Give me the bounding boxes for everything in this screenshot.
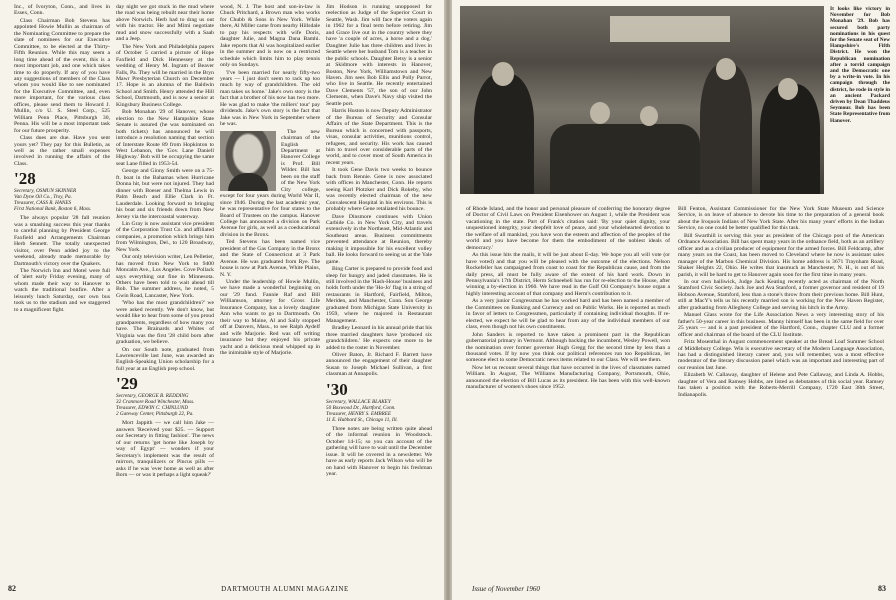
paragraph: of Rhode Island, and the honor and personal pleasure of conferring the honorary degree of Doctor of Civil Laws on President Eisenhower on August 1, while the President was vacationing in the state. Part of Frank's citation said: 'By your quiet dignity, your unquestioned integrity, your deepfelt love of peace, and your wholehearted devotion to the welfare of all mankind, you have won the esteem and affection of the peoples of the world and you have become for them the embodiment of the noblest ideals of democracy.' <box>466 206 670 251</box>
class-heading-29 <box>116 376 214 417</box>
magazine-title: DARTMOUTH ALUMNI MAGAZINE <box>221 585 349 593</box>
paragraph: Jim Hodson is running unopposed for reelection as Judge of the Superior Court in Seattle, Wash. Jim will face the voters again in 1962 for a final term before retiring. Jim and Grace live out in the country where they have 'a couple of acres, a horse and a dog.' Daughter Julie has three children and lives in Seattle where her husband Tom is a teacher in the public schools. Daughter Betsy is a senior at Skidmore with interests in Hanover, Boston, New York, Williamstown and New Haven. Jim sees Bob Ellis and Polly Parrot, who live in Seattle. He recently entertained Dave Clements '57, the son of our John Clements, when Dave's Navy ship visited the Seattle port. <box>326 4 432 107</box>
paragraph: Fritz Mosenthal in August commencement speaker at the Bread Loaf Summer School of Middlebury College. Win is executive secretary of the Modern Language Association, has had a distinguished literary career and, you will remember, was a most effective moderator of the literary discussion panel which was an important and interesting part of our reunion last June. <box>678 339 884 371</box>
paragraph: John Sanders is reported to have taken a prominent part in the Republican gubernatorial primary in Vermont. Although backing the incumbent, Wesley Powell, won the nomination over former governor Hugh Gregg for the second time by less than a thousand votes. If by now you think our political references run too Republican, let someone elect to some Democratic news items related to our Class. We will see them. <box>466 331 670 364</box>
paragraph: The Norwich Inn and Motel were full of 'alert early Friday evening, many of whom made their way to Hanover to watch the traditional bonfire. After a leisurely lunch Saturday, our own bus took us to the stadium and we staggered to a magnificent fight. <box>14 267 110 313</box>
paragraph: Oliver Baton, Jr. Richard F. Barrett have announced the engagement of their daughter Susan to Joseph Michael Sullivan, a first classman at Annapolis. <box>326 352 432 378</box>
secretary-address: 50 Boxwood Dr., Hartford, Conn. <box>326 404 396 411</box>
paragraph: Lin Gray is now assistant vice president of the Corporation Trust Co. and affiliated companies, a promotion which brings him from Wilmington, Del., to 120 Broadway, New York. <box>116 220 214 253</box>
paragraph: 'I've been married for nearly fifty-two years — I just don't seem to rack up too much by way of grandchildren. The old man takes us home.' Jake's own story is the fact that a brother of his now has two more. He was glad to make 'the millers' tour' pay dividends. Jake's own story is the fact that Jake was in New York in September where he was. <box>220 69 320 128</box>
paragraph: Harris Huston is now Deputy Administrator of the Bureau of Security and Consular Affairs of the State Department. This is the Bureau which is concerned with passports, visas, consular activities, munitions control, refugees, and security. His work has caused him to travel over considerable parts of the world, and to cover most of South America in recent years. <box>326 108 432 166</box>
photo-car-parade <box>460 6 824 194</box>
left-column-2 <box>116 4 214 479</box>
class-year: '28 <box>14 169 36 189</box>
paragraph: Class Chairman Bob Stevens has appointed Howie Mullin as chairman of the Nominating Committee to prepare the slate of nominees for our Executive Committee, to be elected at the Thirty-Fifth Reunion. While this may seem a long time ahead of the event, this is a most important job, and one which takes time to do properly. If any of you have any suggestions of members of the Class whom you would like to see nominated for the Executive Committee, and, even more important, for the various class offices, please send them to Howard J. Mullin, c/o U. S. Steel Corp., 525 William Penn Place, Pittsburgh 30, Penna. His will be a most important task for our future prosperity. <box>14 17 110 134</box>
paragraph: Under the leadership of Howie Mullin, we have made a wonderful beginning on our '29 fund. Fannie Raf and Bill Williamson, attorney for Gross Life Insurance Company, has a lovely daughter Ann who wants to go to Dartmouth. On their way to Maine, Al and Sally stopped off at Danvers, Mass., to see Ralph Aydelf and wife Marjorie. Red was off writing insurance but they enjoyed his private yacht and a delicious meal whipped up in the inimitable style of Marjorie. <box>220 279 320 357</box>
paragraph: On our South note, graduated from Lawrenceville last June, was awarded an English-Speaking Union scholarship for a full year at an English prep school. <box>116 346 214 372</box>
portrait-photo <box>220 131 276 191</box>
gutter <box>444 0 452 600</box>
paragraph: Bradley Leonard in his annual pride that his three married daughters have 'produced six grandchildren.' He expects one more to be added to the roster in November. <box>326 325 432 351</box>
paragraph: Bing Carter is prepared to provide food and sleep for hungry and jaded classmates. He is still involved in the 'Hash-House' business and holds forth under the 'Ho-Jo' flag in a string of restaurants in Hartford, Fairfield, Milton, Meriden, and Manchester, Conn. Son George graduated from Michigan State University in 1959, where he majored in Restaurant Management. <box>326 266 432 324</box>
left-column-1 <box>14 4 110 314</box>
class-heading-28 <box>14 171 110 212</box>
paragraph: The New York and Philadelphia papers of October 5 carried a picture of Hope Faxfield and Dick Hennessey at the wedding of Henry M. Ingram of Beaver Falls, Pa. They will be married in the Bryn Mawr Presbyterian Church on December 17. Hope is an alumna of the Baldwin School and Smith. Henry attended the Hill School, Dartmouth, and is now a senior at Kingsbury Business College. <box>116 43 214 108</box>
class-year: '29 <box>116 374 138 394</box>
page-number-left: 82 <box>8 584 16 593</box>
treasurer-line: Treasurer, HENRY S. EMBREE <box>326 410 392 417</box>
paragraph: Now let us recount several things that have occurred in the lives of classmates named William. In August, The Williams Manufacturing Company, Portsmouth, Ohio, announced the election of Bill Lucas as its president. He has been with this well-known manufacturer of women's shoes since 1952. <box>466 364 670 391</box>
secretary-line: Secretary, OSMUN SKINNER <box>14 188 77 195</box>
paragraph: Our only television writer, Len Pelletier, has moved from New York to 9400 Moncalm Ave., Los Angeles. Cove Pollack says everything out fine in Minnesota. Others have been told to wait ahead till Bob. The summer address, he noted, 5 Gwin Road, Lancaster, New York. <box>116 254 214 299</box>
left-column-3 <box>220 4 320 357</box>
photo-caption: It looks like victory in November for Bob Monahan '29. Bob has secured both party nominations in his quest for the Senate seat of New Hampshire's Fifth District. He won the Republican nomination after a torrid campaign and the Democratic one by a write-in vote. In his campaign through the district, he rode in style in an ancient Packard driven by Dean Thaddeus Seymour. Bob has been State Representative from Hanover. <box>830 6 890 124</box>
photo-car <box>550 124 700 194</box>
treasurer-address: 11 E. Hubbard St., Chicago 11, Ill. <box>326 416 398 423</box>
right-column-2 <box>678 206 884 399</box>
treasurer-line: Treasurer, CASS R. HANES <box>14 200 72 207</box>
paragraph: Mort Jappith — we call him Jake — answers 'Received your $25. — Support our Secretary in fitting fashion'. The news of our returns 'get home like Joseph by way of Egypt' — wonders if your Secretary's implement was the result of mirrors, tranquilizers or Pincus pills — asks if he was 'ever home as well as after Born — or was it perhaps a light squeak?' <box>116 420 214 478</box>
paragraph: Bob Monahan '29 of Hanover, whose election to the New Hampshire State Senate is assured (he was nominated on both tickets) has announced he will introduce a resolution naming that section of Interstate Route 89 from Hopkinton to West Lebanon, the 'Gov. Lane Daniell Highway.' Bob will be occupying the same seat Lane filled in 1953-54. <box>116 109 214 167</box>
paragraph: Ted Stevens has been named vice president of the Gas Company in the Bronx and the State of Connecticut at 3 Park Avenue. He was graduated from Rye. The house is now at Park Avenue, White Plains, N. Y. <box>220 239 320 278</box>
paragraph: Three notes are being written quite ahead of the informal reunion in Woodstock. October 14-15; so you can account of the gathering will have to wait until the December issue. It will be covered in a newsletter. We have as early reports Jack Wilson who will be on hand with Hanover to begin his freshman year. <box>326 425 432 477</box>
paragraph: As this issue hits the mails, it will be just about E-day. We hope you all will vote (or have voted) and that you will be pleased with the outcome of the elections. Nelson Rockefeller has campaigned from coast to coast for the Republican cause, and from the daily press, all must be fully aware of the extent of his hard work. Down in Pennsylvania's 17th District, Herm Schneebeli has run for re-election to the House, after winning a by-election in 1960. We have read in the Gulf Oil Company's house organ a highly interesting account of that company and Herm's contribution to it. <box>466 252 670 297</box>
paragraph: Bill Fenton, Assistant Commissioner for the New York State Museum and Science Service, is on leave of absence to devote his time to the preparation of a general book about the Iroquois Indians of New York State. After his many years' efforts in the Indian Service, no one could be better qualified for this task. <box>678 206 884 232</box>
paragraph: The new chairman of the English Department at Hanover College is Prof. Bill Wilder. Bill has been on the staff of the New York City college, except for four years during World War II, since 1946. During the last academic year, he was representative for four states to the Board of Trustees on the campus. Hanover College has announced a division on Park Avenue for girls, as well as a coeducational division in the Bronx. <box>220 128 320 238</box>
paragraph: Inc., of Ivoryton, Conn., and lives in Essex, Conn. <box>14 4 110 17</box>
secretary-line: Secretary, WALLACE BLAKEY <box>326 398 391 405</box>
photo-banner <box>610 16 730 42</box>
secretary-address: Van Dyne Oil Co., Troy, Pa. <box>14 194 72 201</box>
running-footer-left <box>120 584 444 593</box>
paragraph: 'Who has the most grandchildren?' we were asked recently. We don't know, but would like to hear from some of you proud grandparents, regardless of how many you have. The Brainards and Whites of Virginia was the first '28 child born after graduation, we believe. <box>116 300 214 346</box>
treasurer-line: Treasurer, EDWIN C. CHINLUND <box>116 405 189 412</box>
paragraph: The always popular '28 fall reunion was a smashing success this year thanks to careful planning by President George Faxfield and Arrangements Chairman Herb Sennett. The totally unexpected visitor, over Penn added joy to the weekend, already made memorable by Dartmouth's victory over the Quakers. <box>14 215 110 267</box>
class-heading-30 <box>326 379 432 423</box>
issue-date-footer: Issue of November 1960 <box>472 585 540 593</box>
treasurer-address: 2 Gateway Center, Pittsburgh 22, Pa. <box>116 411 194 418</box>
paragraph: wood, N. J. The host and son-in-law is Chuck Pritchard, a Brown man who works for Chubb & Sons in New York. While there, Al Miller came from nearby Hillsdale to pay his respects with wife Doris, daughter Julie, and Magna Dana Bamhi. Jake reports that Al was hospitalized earlier in the summer and is now on a restricted schedule which limits him to play tennis only on Sundays. <box>220 4 320 69</box>
left-page <box>0 0 444 600</box>
paragraph: In our own bailiwick, Judge Jack Keating recently acted as chairman of the North Stamford Civic Society. Jack Joe and Ava Stanford, a former governor and resident of 19 Hobson Avenue, Stamford, less than a stone's throw from their previous home. Bill Hunt, still at MacY's tells us his recently married son is working for the New Haven Register, after graduating from Allegheny College and serving his hitch in the Army. <box>678 278 884 311</box>
page-number-right: 83 <box>878 584 886 593</box>
paragraph: George and Ginny Smith were on a 75-ft. boat in the Bahamas when Hurricane Donna hit, but were not injured. They had dinner with Boeser and Thelma Lewis in Palm Beach and Ellie Clark in Ft. Lauderdale. Looking forward to bringing his boat and six friends down from New Jersey via the intercoastal waterway. <box>116 168 214 220</box>
paragraph: Dave Dinsmore continues with Union Carbide Co. in New York City, and travels extensively in the Northeast, Mid-Atlantic and Southeast areas. Business commitments prevented attendance at Reunion, thereby making it impossible for his excellent volley ball. He looks forward to seeing us at the Yale game. <box>326 213 432 265</box>
paragraph: Bill Swarthill is serving this year as president of the Chicago post of the American Ordnance Association. Bill has spent many years in the ordnance field, both as an artillery officer and as a civilian producer of equipment for the armed forces. Bill Feldcamp, after many years on the Coast, has been moved to Cleveland where he now is assistant sales manager of the Marbon Chemical Division. His home address is 3671 Traynham Road, Shaker Heights 22, Ohio. He writes that inasmuch as Manchester, N. H., is out of his parish, it will be hard to get to Hanover again soon for the first time in many years. <box>678 232 884 278</box>
treasurer-address: First National Bank, Boston 6, Mass. <box>14 206 92 213</box>
right-page <box>452 0 896 600</box>
paragraph: Elizabeth W. Callaway, daughter of Helene and Pete Callaway, and Linda A. Hobbs, daughter of Vera and Ramsey Hobbs, are listed as debutantes of this social year. Ramsey has taken a position with the Roberts-Merrill Company, 1720 East 38th Street, Indianapolis. <box>678 372 884 398</box>
paragraph: Manuel Glass wrote for the Life Association News a very interesting story of his father's 50-year career in this business. Manny himself has been in the same field for over 25 years — and is a past president of the Hartford, Conn., chapter CLU and a former officer and chairman of the board of the CLU Institute. <box>678 312 884 338</box>
class-year: '30 <box>326 379 348 399</box>
left-column-4 <box>326 4 432 478</box>
paragraph: day night we got stuck in the mud where the road was being rebuilt near their home above Norwich. Herb had to drag us out with his tractor. He and Mimi negotiate mud and snow successfully with a Saab and a Jeep. <box>116 4 214 43</box>
right-column-1 <box>466 206 670 392</box>
secretary-line: Secretary, GEORGE B. REDDING <box>116 393 189 400</box>
paragraph: Class dues are due. Have you sent yours yet? They pay for this Bulletin, as well as the rather small expenses involved in running the affairs of the Class. <box>14 135 110 167</box>
secretary-address: 32 Cranmore Road Winchester, Mass. <box>116 399 195 406</box>
paragraph: It took Gene Davis two weeks to bounce back from Rennie. Gene is now associated with offices in Manchester, Conn. He reports seeing Karl Plotzker and Dick Rokeby, who was recently elected chairman of the new Convalescent Hospital in his environs. This is probably where Gene retaliated his bounce. <box>326 167 432 213</box>
paragraph: As a very junior Congressman he has worked hard and has been named a member of the Committees on Banking and Currency and on Public Works. He is reported as much in favor of letters to Congressmen, particularly if containing individual thoughts. If re-elected, we expect he will be glad to hear from any of the individual members of our class, even though not his own constituents. <box>466 298 670 331</box>
